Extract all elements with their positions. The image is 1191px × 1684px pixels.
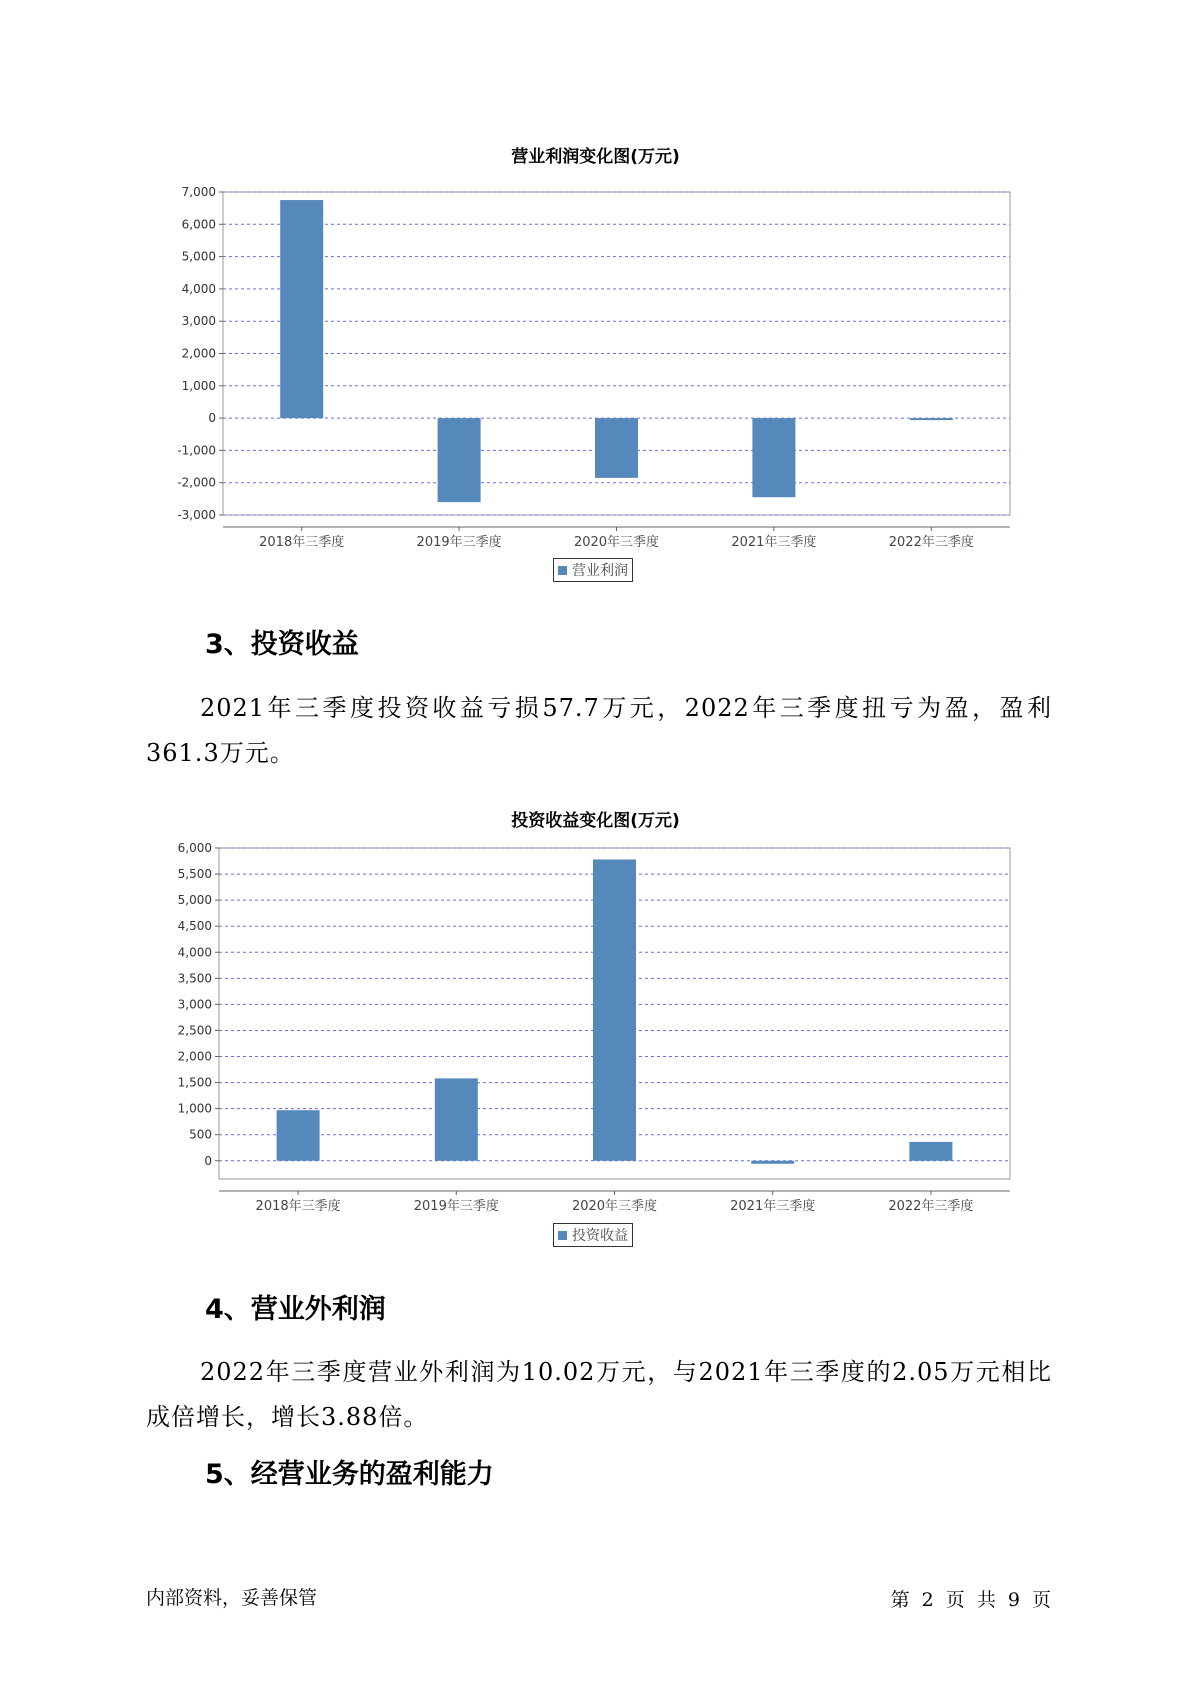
y-tick-label: -1,000 xyxy=(177,443,216,458)
y-tick-label: 5,000 xyxy=(177,893,212,908)
y-tick-label: 1,000 xyxy=(181,378,216,393)
chart2-legend xyxy=(553,1223,633,1247)
x-tick-label: 2019年三季度 xyxy=(416,535,502,550)
y-tick-label: 1,000 xyxy=(177,1101,212,1116)
chart2-legend-label: 投资收益 xyxy=(572,1228,628,1244)
x-tick-label: 2018年三季度 xyxy=(255,1199,341,1214)
legend-swatch-icon xyxy=(558,1231,567,1240)
y-tick-label: 2,000 xyxy=(177,1049,212,1064)
y-tick-label: 6,000 xyxy=(177,841,212,855)
bar xyxy=(909,1142,952,1161)
chart1-title: 营业利润变化图(万元) xyxy=(511,147,680,167)
footer-page-number: 第 2 页 共 9 页 xyxy=(890,1589,1051,1611)
chart1-legend-label: 营业利润 xyxy=(572,563,628,579)
x-tick-label: 2020年三季度 xyxy=(571,1199,658,1214)
bar xyxy=(435,1078,478,1160)
y-tick-label: -2,000 xyxy=(177,475,216,490)
section5-heading: 5、经营业务的盈利能力 xyxy=(205,1459,494,1490)
y-tick-label: 500 xyxy=(189,1127,212,1142)
x-tick-label: 2021年三季度 xyxy=(730,1199,816,1214)
y-tick-label: 2,500 xyxy=(177,1023,212,1038)
y-tick-label: 4,000 xyxy=(181,281,216,296)
x-tick-label: 2020年三季度 xyxy=(573,535,660,550)
x-tick-label: 2021年三季度 xyxy=(731,535,817,550)
x-tick-label: 2022年三季度 xyxy=(888,1199,974,1214)
section3-heading: 3、投资收益 xyxy=(205,629,359,660)
bar xyxy=(751,1161,794,1164)
y-tick-label: 1,500 xyxy=(177,1075,212,1090)
y-tick-label: 4,500 xyxy=(177,919,212,934)
footer-confidential-note: 内部资料，妥善保管 xyxy=(146,1587,318,1609)
section3-paragraph: 2021年三季度投资收益亏损57.7万元，2022年三季度扭亏为盈，盈利361.3万元。 xyxy=(146,694,1052,767)
y-tick-label: 3,000 xyxy=(181,314,216,329)
x-tick-label: 2018年三季度 xyxy=(259,535,345,550)
bar xyxy=(277,1110,320,1161)
section4-heading: 4、营业外利润 xyxy=(205,1294,386,1325)
y-tick-label: 2,000 xyxy=(181,346,216,361)
y-tick-label: 6,000 xyxy=(181,217,216,232)
x-tick-label: 2022年三季度 xyxy=(888,535,974,550)
y-tick-label: 5,500 xyxy=(177,867,212,882)
y-tick-label: 3,000 xyxy=(177,997,212,1012)
bar xyxy=(593,859,636,1160)
section4-paragraph: 2022年三季度营业外利润为10.02万元，与2021年三季度的2.05万元相比成倍增长，增长3.88倍。 xyxy=(146,1358,1052,1431)
y-tick-label: 7,000 xyxy=(181,185,216,199)
y-tick-label: 0 xyxy=(208,411,216,426)
y-tick-label: 3,500 xyxy=(177,971,212,986)
y-tick-label: 0 xyxy=(204,1153,212,1168)
chart2-title: 投资收益变化图(万元) xyxy=(511,811,680,831)
y-tick-label: 5,000 xyxy=(181,249,216,264)
y-tick-label: -3,000 xyxy=(177,508,216,522)
y-tick-label: 4,000 xyxy=(177,945,212,960)
x-tick-label: 2019年三季度 xyxy=(413,1199,499,1214)
